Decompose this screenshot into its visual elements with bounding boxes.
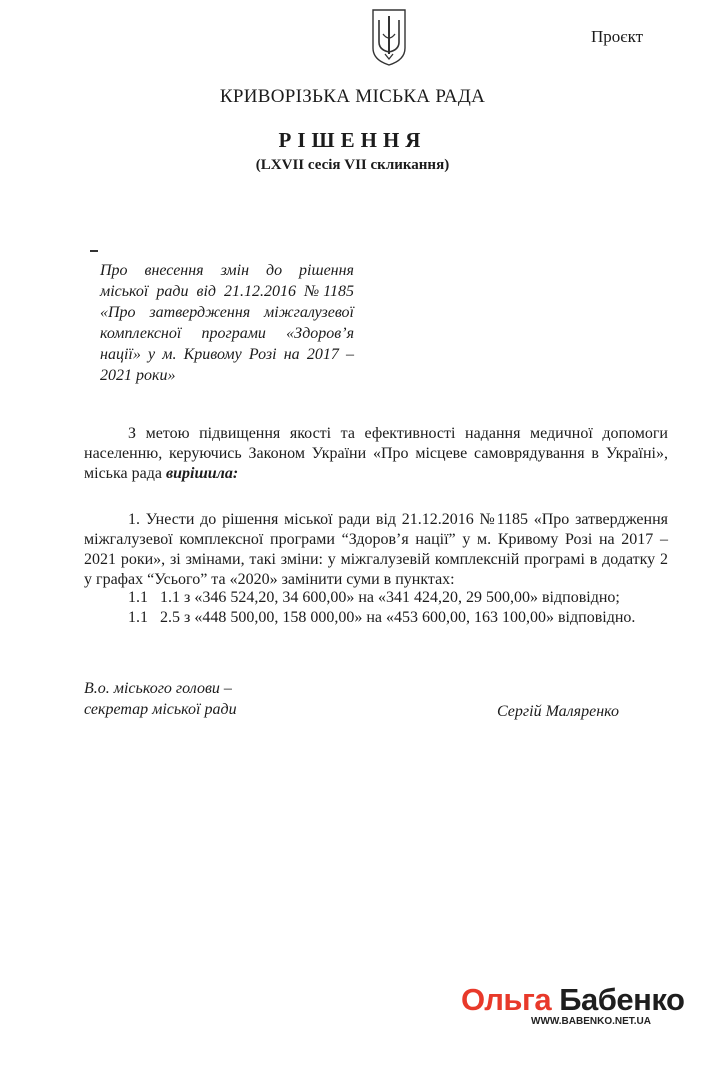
sub-item-1 bbox=[128, 589, 620, 607]
preamble-decided: вирішила: bbox=[165, 465, 239, 482]
signatory-position-line-2: секретар міської ради bbox=[84, 701, 237, 718]
sub-item-1-text: 1.1 з «346 524,20, 34 600,00» на «341 424,20, 29 500,00» відповідно; bbox=[160, 589, 620, 606]
watermark-last-name: Бабенко bbox=[559, 982, 685, 1017]
item-1-paragraph: 1. Унести до рішення міської ради від 21.12.2016 №1185 «Про затвердження міжгалузевої комплексної програми “Здоров’я нації” у м. Кривому Розі на 2017 – 2021 роки», зі змінами, такі зміни: у міжгалузевій комплексній програмі в додатку 2 у графах “Усього” та «2020» замінити суми в пунктах: bbox=[84, 511, 668, 588]
sub-item-1-number: 1.1 bbox=[128, 589, 148, 606]
draft-label: Проєкт bbox=[591, 27, 644, 46]
sub-item-2 bbox=[128, 609, 635, 627]
trident-coat-of-arms-icon bbox=[371, 8, 407, 66]
signatory-position bbox=[84, 678, 237, 720]
watermark-logo bbox=[461, 982, 684, 1018]
document-title: РІШЕННЯ bbox=[278, 128, 427, 152]
signatory-position-line-1: В.о. міського голови – bbox=[84, 680, 232, 697]
watermark-first-name: Ольга bbox=[461, 982, 552, 1017]
watermark-url: WWW.BABENKO.NET.UA bbox=[531, 1016, 651, 1027]
decision-subject: Про внесення змін до рішення міської ради від 21.12.2016 №1185 «Про затвердження міжгалузевої комплексної програми «Здоров’я нації» у м. Кривому Розі на 2017 – 2021 роки» bbox=[100, 262, 354, 384]
sub-item-2-text: 2.5 з «448 500,00, 158 000,00» на «453 600,00, 163 100,00» відповідно. bbox=[160, 609, 636, 626]
council-name: КРИВОРІЗЬКА МІСЬКА РАДА bbox=[219, 86, 486, 107]
signatory-name: Сергій Маляренко bbox=[497, 703, 619, 720]
subject-corner-mark bbox=[90, 250, 98, 252]
preamble-paragraph bbox=[84, 424, 668, 484]
preamble-text: З метою підвищення якості та ефективності надання медичної допомоги населенню, керуючись Законом України «Про місцеве самоврядування в Україні», міська рада bbox=[84, 425, 668, 482]
sub-item-2-number: 1.1 bbox=[128, 609, 148, 626]
session-line: (LXVII сесія VII скликання) bbox=[255, 157, 450, 173]
